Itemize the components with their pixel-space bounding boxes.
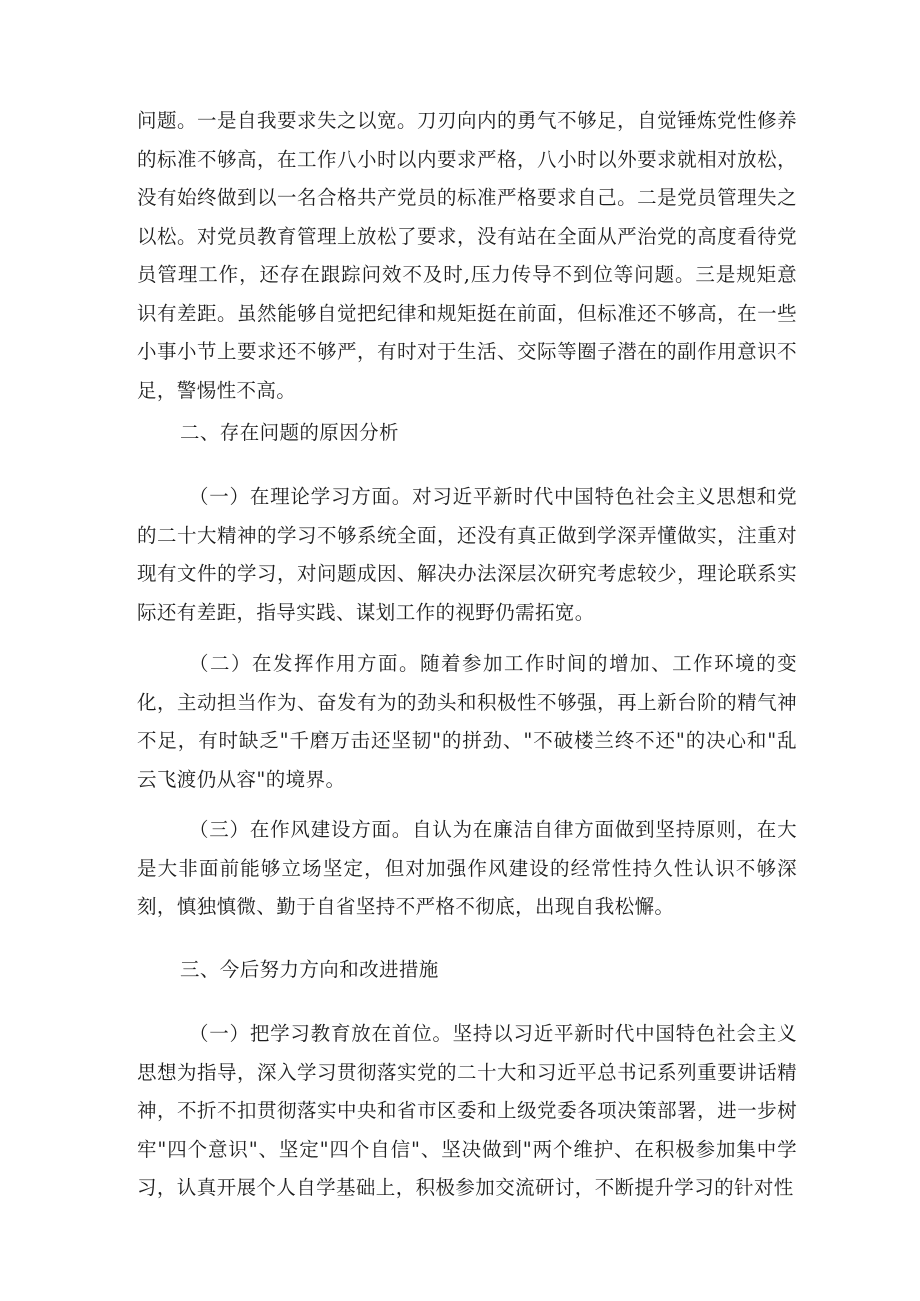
section-heading-improvement-measures: 三、今后努力方向和改进措施 [180,958,439,981]
section-heading-cause-analysis: 二、存在问题的原因分析 [180,421,399,444]
paragraph-problems-continued: 问题。一是自我要求失之以宽。刀刃向内的勇气不够足，自觉锤炼党性修养的标准不够高，在工作八小时以内要求严格，八小时以外要求就相对放松，没有始终做到以一名合格共产党员的标准严格要求自己。二是党员管理失之以松。对党员教育管理上放松了要求，没有站在全面从严治党的高度看待党员管理工作，还存在跟踪问效不及时,压力传导不到位等问题。三是规矩意识有差距。虽然能够自觉把纪律和规矩挺在前面，但标准还不够高，在一些小事小节上要求还不够严，有时对于生活、交际等圈子潜在的副作用意识不足，警惕性不高。 [137,109,797,402]
paragraph-playing-role: （二）在发挥作用方面。随着参加工作时间的增加、工作环境的变化，主动担当作为、奋发有为的劲头和积极性不够强，再上新台阶的精气神不足，有时缺乏"千磨万击还坚韧"的拼劲、"不破楼兰终不还"的决心和"乱云飞渡仍从容"的境界。 [137,652,797,791]
paragraph-study-first: （一）把学习教育放在首位。坚持以习近平新时代中国特色社会主义思想为指导，深入学习贯彻落实党的二十大和习近平总书记系列重要讲话精神，不折不扣贯彻落实中央和省市区委和上级党委各项决策部署，进一步树牢"四个意识"、坚定"四个自信"、坚决做到"两个维护、在积极参加集中学习，认真开展个人自学基础上，积极参加交流研讨，不断提升学习的针对性 [137,1022,797,1199]
paragraph-theory-study: （一）在理论学习方面。对习近平新时代中国特色社会主义思想和党的二十大精神的学习不够系统全面，还没有真正做到学深弄懂做实，注重对现有文件的学习，对问题成因、解决办法深层次研究考虑较少，理论联系实际还有差距，指导实践、谋划工作的视野仍需拓宽。 [137,485,797,624]
paragraph-work-style: （三）在作风建设方面。自认为在廉洁自律方面做到坚持原则，在大是大非面前能够立场坚定，但对加强作风建设的经常性持久性认识不够深刻，慎独慎微、勤于自省坚持不严格不彻底，出现自我松懈。 [137,818,797,918]
